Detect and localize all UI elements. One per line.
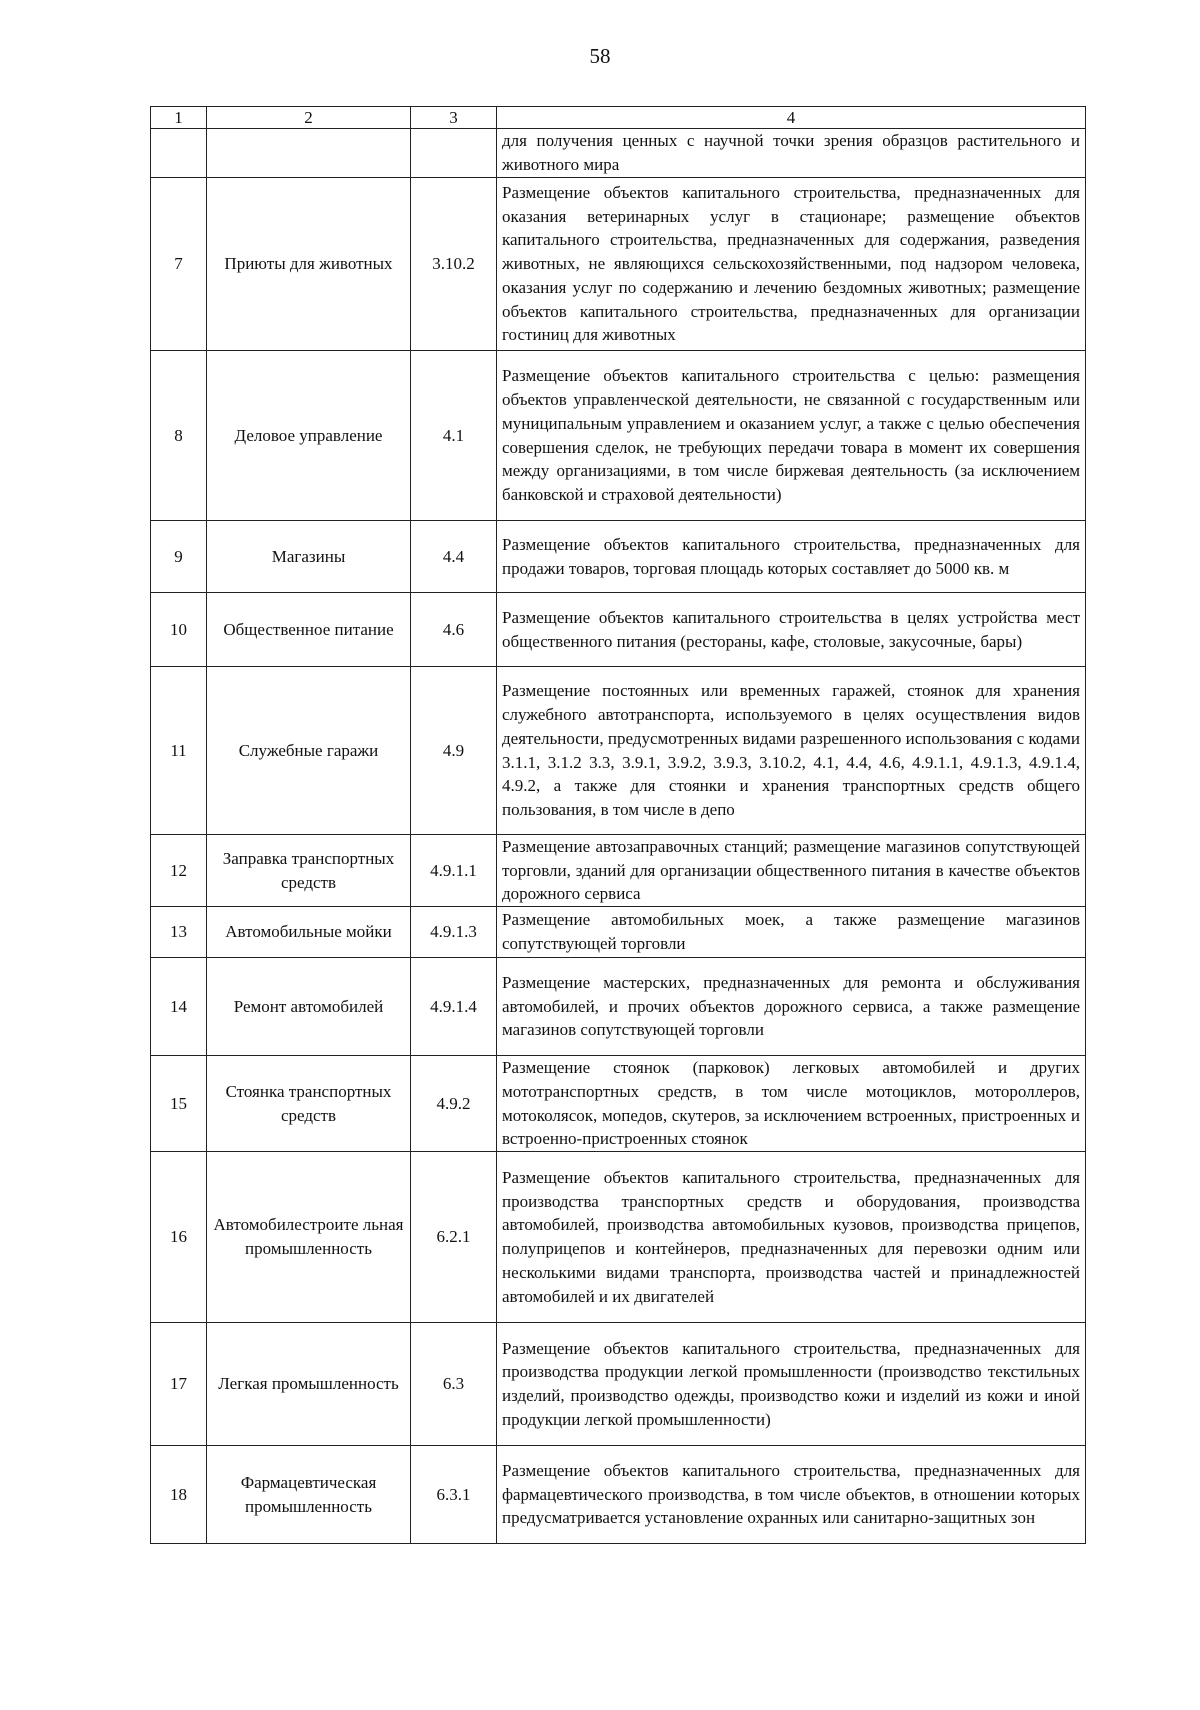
row-number: 11 — [151, 667, 207, 835]
use-type-name: Приюты для животных — [207, 178, 411, 351]
table-row — [151, 1446, 1086, 1544]
row-number: 12 — [151, 835, 207, 907]
use-type-description: Размещение объектов капитального строительства, предназначенных для фармацевтического производства, в том числе объектов, в отношении которых предусматривается установление охранных или санитарно-защитных зон — [497, 1446, 1086, 1544]
table-row — [151, 907, 1086, 958]
row-number: 8 — [151, 351, 207, 521]
row-number: 9 — [151, 521, 207, 593]
use-type-code: 4.9.1.4 — [411, 958, 497, 1056]
use-type-description: Размещение объектов капитального строительства, предназначенных для продажи товаров, торговая площадь которых составляет до 5000 кв. м — [497, 521, 1086, 593]
table-row — [151, 521, 1086, 593]
use-type-code: 4.4 — [411, 521, 497, 593]
header-col-2: 2 — [207, 107, 411, 129]
use-type-description: Размещение объектов капитального строительства, предназначенных для производства продукции легкой промышленности (производство текстильных изделий, производство одежды, производство кожи и изделий из кожи и иной продукции легкой промышленности) — [497, 1323, 1086, 1446]
use-type-code: 4.1 — [411, 351, 497, 521]
table-header-row — [151, 107, 1086, 129]
use-type-name: Общественное питание — [207, 593, 411, 667]
table-row — [151, 178, 1086, 351]
use-type-description: Размещение объектов капитального строительства в целях устройства мест общественного питания (рестораны, кафе, столовые, закусочные, бары) — [497, 593, 1086, 667]
use-type-code: 4.9.2 — [411, 1056, 497, 1152]
row-number: 17 — [151, 1323, 207, 1446]
land-use-table — [150, 106, 1086, 1544]
table-row — [151, 1056, 1086, 1152]
use-type-description: Размещение объектов капитального строительства, предназначенных для оказания ветеринарных услуг в стационаре; размещение объектов капитального строительства, предназначенных для содержания, разведения животных, не являющихся сельскохозяйственными, под надзором человека, оказания услуг по содержанию и лечению бездомных животных; размещение объектов капитального строительства, предназначенных для организации гостиниц для животных — [497, 178, 1086, 351]
page-number: 58 — [589, 44, 611, 68]
row-number: 10 — [151, 593, 207, 667]
table-row — [151, 667, 1086, 835]
use-type-name: Ремонт автомобилей — [207, 958, 411, 1056]
table-row — [151, 593, 1086, 667]
table-row — [151, 835, 1086, 907]
row-number: 14 — [151, 958, 207, 1056]
use-type-description: Размещение автомобильных моек, а также размещение магазинов сопутствующей торговли — [497, 907, 1086, 958]
use-type-name: Деловое управление — [207, 351, 411, 521]
use-type-description: Размещение объектов капитального строительства, предназначенных для производства транспортных средств и оборудования, производства автомобилей, производства автомобильных кузовов, производства прицепов, полуприцепов и контейнеров, предназначенных для перевозки одним или несколькими видами транспорта, производства частей и принадлежностей автомобилей и их двигателей — [497, 1152, 1086, 1323]
use-type-name: Служебные гаражи — [207, 667, 411, 835]
header-col-3: 3 — [411, 107, 497, 129]
use-type-code — [411, 129, 497, 178]
use-type-name: Автомобилестроите льная промышленность — [207, 1152, 411, 1323]
use-type-code: 6.2.1 — [411, 1152, 497, 1323]
use-type-name — [207, 129, 411, 178]
table-row — [151, 351, 1086, 521]
use-type-name: Фармацевтическая промышленность — [207, 1446, 411, 1544]
table-row — [151, 1323, 1086, 1446]
table-row — [151, 1152, 1086, 1323]
use-type-code: 6.3.1 — [411, 1446, 497, 1544]
use-type-code: 4.9 — [411, 667, 497, 835]
use-type-code: 3.10.2 — [411, 178, 497, 351]
use-type-name: Стоянка транспортных средств — [207, 1056, 411, 1152]
use-type-description: Размещение постоянных или временных гаражей, стоянок для хранения служебного автотранспорта, используемого в целях осуществления видов деятельности, предусмотренных видами разрешенного использования с кодами 3.1.1, 3.1.2 3.3, 3.9.1, 3.9.2, 3.9.3, 3.10.2, 4.1, 4.4, 4.6, 4.9.1.1, 4.9.1.3, 4.9.1.4, 4.9.2, а также для стоянки и хранения транспортных средств общего пользования, в том числе в депо — [497, 667, 1086, 835]
row-number: 13 — [151, 907, 207, 958]
use-type-name: Заправка транспортных средств — [207, 835, 411, 907]
use-type-code: 6.3 — [411, 1323, 497, 1446]
use-type-code: 4.6 — [411, 593, 497, 667]
header-col-1: 1 — [151, 107, 207, 129]
use-type-code: 4.9.1.1 — [411, 835, 497, 907]
row-number: 16 — [151, 1152, 207, 1323]
use-type-name: Легкая промышленность — [207, 1323, 411, 1446]
use-type-description: Размещение автозаправочных станций; размещение магазинов сопутствующей торговли, зданий для организации общественного питания в качестве объектов дорожного сервиса — [497, 835, 1086, 907]
row-number — [151, 129, 207, 178]
use-type-name: Автомобильные мойки — [207, 907, 411, 958]
row-number: 15 — [151, 1056, 207, 1152]
use-type-code: 4.9.1.3 — [411, 907, 497, 958]
table-row — [151, 958, 1086, 1056]
row-number: 18 — [151, 1446, 207, 1544]
use-type-description: Размещение стоянок (парковок) легковых автомобилей и других мототранспортных средств, в том числе мотоциклов, мотороллеров, мотоколясок, мопедов, скутеров, за исключением встроенных, пристроенных и встроенно-пристроенных стоянок — [497, 1056, 1086, 1152]
use-type-description: Размещение мастерских, предназначенных для ремонта и обслуживания автомобилей, и прочих объектов дорожного сервиса, а также размещение магазинов сопутствующей торговли — [497, 958, 1086, 1056]
use-type-description: для получения ценных с научной точки зрения образцов растительного и животного мира — [497, 129, 1086, 178]
row-number: 7 — [151, 178, 207, 351]
use-type-name: Магазины — [207, 521, 411, 593]
table-row — [151, 129, 1086, 178]
use-type-description: Размещение объектов капитального строительства с целью: размещения объектов управленческой деятельности, не связанной с государственным или муниципальным управлением и оказанием услуг, а также с целью обеспечения совершения сделок, не требующих передачи товара в момент их совершения между организациями, в том числе биржевая деятельность (за исключением банковской и страховой деятельности) — [497, 351, 1086, 521]
header-col-4: 4 — [497, 107, 1086, 129]
